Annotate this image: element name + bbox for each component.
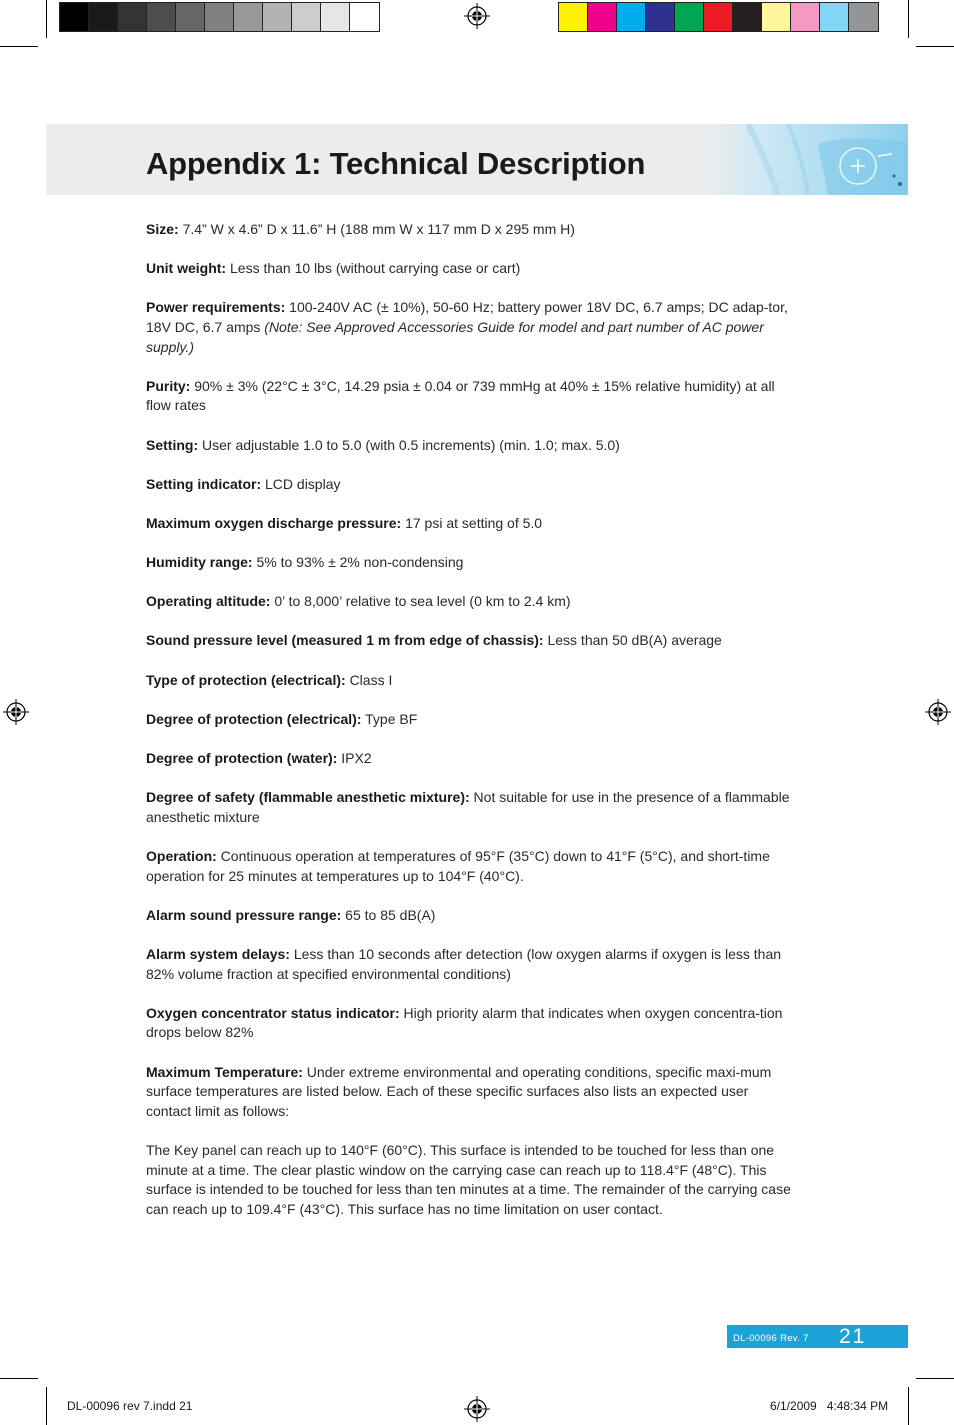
footer-page-tab [727, 1325, 908, 1348]
grayscale-color-bar [59, 2, 380, 32]
spec-item [146, 788, 791, 827]
spec-note: (Note: See Approved Accessories Guide for model and part number of AC power supply.) [146, 318, 764, 355]
gray-swatch [234, 3, 263, 31]
closing-paragraph: The Key panel can reach up to 140°F (60°C). This surface is intended to be touched for less than one minute at a time. The clear plastic window on the carrying case can reach up to 118.4°F (48°C). This surface is intended to be touched for less than ten minutes at a time. The remainder of the carrying case can reach up to 109.4°F (43°C). This surface has no time limitation on user contact. [146, 1141, 791, 1217]
date-slug: 6/1/2009 4:48:34 PM [770, 1399, 889, 1413]
color-swatch [646, 3, 675, 31]
gray-swatch [321, 3, 350, 31]
crop-mark [0, 1378, 38, 1379]
crop-mark [46, 1387, 47, 1425]
crop-mark [916, 1378, 954, 1379]
gray-swatch [147, 3, 176, 31]
spec-item [146, 553, 791, 573]
spec-label: Setting indicator: [146, 475, 262, 492]
spec-label: Humidity range: [146, 554, 253, 571]
document-revision: DL-00096 Rev. 7 [733, 1333, 809, 1344]
spec-value: High priority alarm that indicates when oxygen concentra-tion drops below 82% [146, 1004, 783, 1041]
color-swatch [675, 3, 704, 31]
spec-value: 65 to 85 dB(A) [345, 906, 436, 923]
registration-mark-icon [464, 1396, 490, 1422]
gray-swatch [176, 3, 205, 31]
spec-value: 5% to 93% ± 2% non-condensing [256, 554, 464, 571]
spec-label: Alarm sound pressure range: [146, 906, 342, 923]
spec-value: User adjustable 1.0 to 5.0 (with 0.5 increments) (min. 1.0; max. 5.0) [202, 436, 620, 453]
spec-item [146, 906, 791, 926]
color-swatch [559, 3, 588, 31]
spec-value: 90% ± 3% (22°C ± 3°C, 14.29 psia ± 0.04 or 739 mmHg at 40% ± 15% relative humidity) at all flow rates [146, 377, 775, 414]
crop-mark [908, 1387, 909, 1425]
page-title: Appendix 1: Technical Description [146, 146, 646, 181]
color-swatch [617, 3, 646, 31]
spec-label: Oxygen concentrator status indicator: [146, 1004, 400, 1021]
color-swatch [733, 3, 762, 31]
spec-value: Type BF [365, 710, 418, 727]
spec-item [146, 945, 791, 984]
registration-mark-icon [3, 699, 29, 725]
crop-mark [908, 0, 909, 38]
spec-label: Unit weight: [146, 260, 227, 277]
technical-specifications [146, 220, 791, 1233]
spec-value: LCD display [265, 475, 341, 492]
spec-item [146, 259, 791, 279]
spec-value: 100-240V AC (± 10%), 50-60 Hz; battery power 18V DC, 6.7 amps; DC adap-tor, 18V DC, 6.7 amps [146, 299, 788, 335]
color-swatch [820, 3, 849, 31]
gray-swatch [205, 3, 234, 31]
gray-swatch [292, 3, 321, 31]
spec-value: IPX2 [341, 750, 372, 767]
crop-mark [0, 46, 38, 47]
spec-label: Operating altitude: [146, 593, 271, 610]
spec-value: 0’ to 8,000’ relative to sea level (0 km to 2.4 km) [274, 593, 571, 610]
spec-value: Continuous operation at temperatures of 95°F (35°C) down to 41°F (5°C), and short-time operation for 25 minutes at temperatures up to 104°F (40°C). [146, 848, 770, 884]
spec-item [146, 631, 791, 651]
spec-list [146, 220, 791, 1121]
file-slug: DL-00096 rev 7.indd 21 [67, 1399, 193, 1413]
color-swatch [762, 3, 791, 31]
spec-label: Type of protection (electrical): [146, 671, 346, 688]
spec-item [146, 220, 791, 240]
spec-label: Degree of safety (flammable anesthetic mixture): [146, 789, 470, 806]
spec-value: 17 psi at setting of 5.0 [405, 514, 543, 531]
spec-item [146, 1063, 791, 1122]
spec-item [146, 436, 791, 456]
spec-item [146, 592, 791, 612]
spec-value: 7.4” W x 4.6” D x 11.6” H (188 mm W x 117 mm D x 295 mm H) [182, 221, 575, 237]
spec-label: Maximum Temperature: [146, 1063, 303, 1080]
spec-label: Size: [146, 221, 179, 237]
spec-item [146, 710, 791, 730]
gray-swatch [60, 3, 89, 31]
color-swatch [791, 3, 820, 31]
gray-swatch [350, 3, 379, 31]
spec-value: Class I [349, 671, 393, 688]
spec-label: Operation: [146, 848, 217, 864]
process-color-bar [558, 2, 879, 32]
crop-mark [916, 46, 954, 47]
gray-swatch [118, 3, 147, 31]
spec-item [146, 749, 791, 769]
spec-item [146, 514, 791, 534]
spec-item [146, 298, 791, 357]
page-number: 21 [839, 1325, 867, 1348]
spec-label: Degree of protection (electrical): [146, 710, 362, 727]
spec-label: Purity: [146, 377, 191, 394]
gray-swatch [89, 3, 118, 31]
spec-label: Alarm system delays: [146, 945, 290, 962]
registration-mark-icon [464, 3, 490, 29]
spec-label: Sound pressure level (measured 1 m from edge of chassis): [146, 632, 544, 649]
header-band [46, 124, 908, 195]
spec-item [146, 847, 791, 886]
spec-value: Not suitable for use in the presence of a flammable anesthetic mixture [146, 789, 790, 825]
registration-mark-icon [925, 699, 951, 725]
spec-label: Setting: [146, 436, 199, 453]
color-swatch [849, 3, 878, 31]
spec-value: Less than 50 dB(A) average [547, 632, 722, 649]
spec-item [146, 1004, 791, 1043]
spec-value: Less than 10 seconds after detection (low oxygen alarms if oxygen is less than 82% volume fraction at specified environmental conditions) [146, 945, 782, 982]
spec-item [146, 475, 791, 495]
spec-label: Power requirements: [146, 299, 286, 316]
crop-mark [46, 0, 47, 38]
spec-label: Degree of protection (water): [146, 750, 338, 767]
device-panel-illustration [708, 124, 908, 195]
color-swatch [588, 3, 617, 31]
spec-value: Less than 10 lbs (without carrying case or cart) [230, 260, 521, 277]
gray-swatch [263, 3, 292, 31]
spec-item [146, 671, 791, 691]
spec-item [146, 377, 791, 416]
spec-value: Under extreme environmental and operating conditions, specific maxi-mum surface temperatures are listed below. Each of these specific surfaces also lists an expected user contact limit as follows: [146, 1063, 772, 1119]
color-swatch [704, 3, 733, 31]
spec-label: Maximum oxygen discharge pressure: [146, 514, 402, 531]
